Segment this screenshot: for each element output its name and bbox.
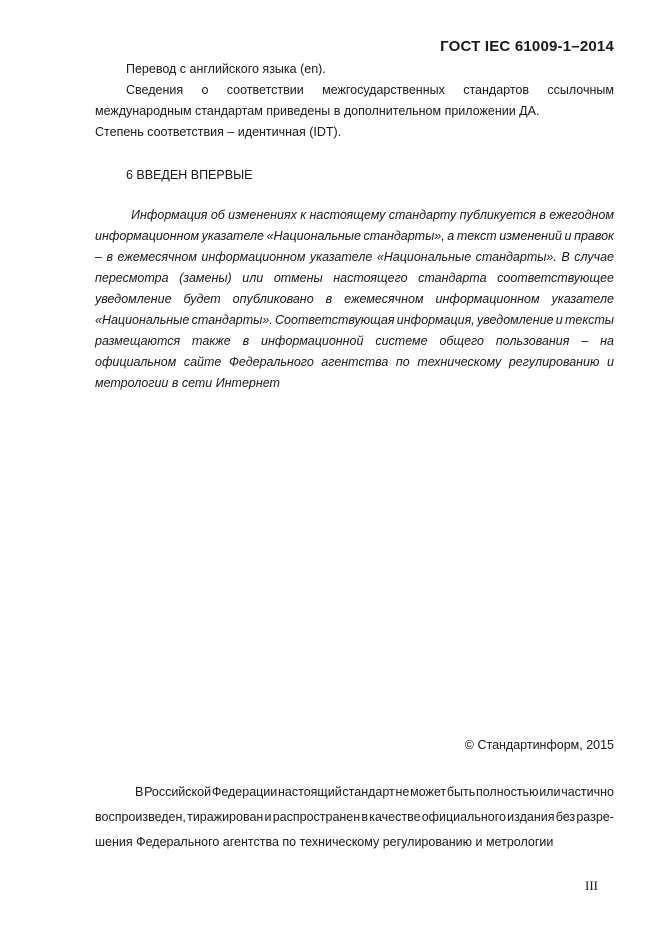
word: пользования (495, 334, 570, 348)
word: отмены (273, 271, 323, 285)
paragraph-line (95, 205, 614, 226)
word: Сведения (126, 83, 184, 97)
word: техническому (417, 355, 502, 369)
word: В (561, 250, 570, 264)
page-number: III (585, 878, 598, 893)
word: опубликовано (232, 292, 314, 306)
word: Федерации (211, 785, 278, 799)
word: может (410, 785, 447, 799)
word: распространен (272, 810, 361, 824)
changes-info-paragraph (95, 205, 614, 394)
word: межгосударственных (322, 83, 445, 97)
word: или (539, 785, 561, 799)
notice-line: шения Федерального агентства по техническому регулированию и метрологии (95, 835, 554, 849)
word: ссылочным (547, 83, 614, 97)
word: стандарта (418, 271, 487, 285)
conformity-info-line-2: международным стандартам приведены в дополнительном приложении ДА. (95, 104, 540, 118)
word: системе (375, 334, 428, 348)
word: будет (183, 292, 221, 306)
word: тексты (564, 313, 614, 327)
word: стандарты». (475, 250, 557, 264)
word: ежемесячном (344, 292, 424, 306)
paragraph-line (95, 289, 614, 310)
word: изменений (499, 229, 562, 243)
word: правок (574, 229, 614, 243)
conformity-info-line-1 (126, 80, 614, 101)
word: быть (446, 785, 476, 799)
word: – (95, 250, 102, 264)
word: информационном (435, 292, 540, 306)
word: частично (561, 785, 614, 799)
word: агентства (321, 355, 389, 369)
word: в (325, 292, 333, 306)
word: соответствии (226, 83, 304, 97)
word: тиражирован (187, 810, 264, 824)
paragraph-line: метрологии в сети Интернет (95, 376, 280, 390)
word: «Национальные (376, 250, 472, 264)
word: к (300, 208, 307, 222)
word: Информация (131, 208, 208, 222)
word: Соответствующая (275, 313, 395, 327)
word: разре- (576, 810, 614, 824)
word: «Национальные (95, 313, 190, 327)
paragraph-line (95, 268, 614, 289)
word: в (242, 334, 250, 348)
word: соответствующее (497, 271, 614, 285)
word: и (564, 229, 572, 243)
word: информационной (261, 334, 364, 348)
word: и (606, 355, 614, 369)
word: а (447, 229, 455, 243)
word: текст (456, 229, 497, 243)
word: пересмотра (95, 271, 169, 285)
word: издания (507, 810, 555, 824)
word: стандарт (342, 785, 395, 799)
word: случае (574, 250, 614, 264)
word: (замены) (179, 271, 232, 285)
word: изменениях (228, 208, 297, 222)
word: на (600, 334, 614, 348)
word: стандартов (463, 83, 530, 97)
word: стандарты». (191, 313, 273, 327)
word: указателе (309, 250, 373, 264)
document-code: ГОСТ IEC 61009-1–2014 (440, 38, 614, 55)
paragraph-line (95, 352, 614, 373)
word: об (210, 208, 225, 222)
paragraph-line (95, 310, 614, 331)
paragraph-line (95, 226, 614, 247)
paragraph-line (95, 247, 614, 268)
copyright-notice: © Стандартинформ, 2015 (464, 738, 614, 752)
word: В (135, 785, 144, 799)
section-6-title: 6 ВВЕДЕН ВПЕРВЫЕ (126, 168, 253, 182)
word: стандарты», (363, 229, 445, 243)
word: стандарту (388, 208, 457, 222)
word: не (395, 785, 410, 799)
word: в (361, 810, 369, 824)
word: сайте (183, 355, 222, 369)
word: информационном (95, 229, 200, 243)
word: ежегодном (549, 208, 614, 222)
word: уведомление (477, 313, 554, 327)
word: публикуется (459, 208, 536, 222)
word: общего (439, 334, 485, 348)
word: воспроизведен, (95, 810, 186, 824)
conformity-degree: Степень соответствия – идентичная (IDT). (95, 125, 342, 139)
word: по (395, 355, 410, 369)
word: в (539, 208, 546, 222)
word: и (264, 810, 272, 824)
word: настоящего (333, 271, 408, 285)
word: в (106, 250, 113, 264)
word: Федерального (228, 355, 314, 369)
reproduction-notice (95, 780, 614, 855)
word: информационном (201, 250, 306, 264)
word: официального (421, 810, 506, 824)
word: уведомление (95, 292, 172, 306)
translation-note: Перевод с английского языка (en). (126, 62, 326, 76)
word: ежемесячном (117, 250, 197, 264)
word: о (201, 83, 209, 97)
word: качестве (369, 810, 421, 824)
notice-line (95, 780, 614, 805)
word: также (192, 334, 231, 348)
word: «Национальные (266, 229, 361, 243)
word: информация, (396, 313, 475, 327)
notice-line (95, 805, 614, 830)
word: регулированию (508, 355, 600, 369)
word: размещаются (95, 334, 181, 348)
word: или (242, 271, 264, 285)
word: Российской (144, 785, 212, 799)
word: и (555, 313, 563, 327)
word: настоящий (278, 785, 342, 799)
word: – (581, 334, 589, 348)
word: указателе (201, 229, 265, 243)
word: официальном (95, 355, 177, 369)
word: настоящему (309, 208, 386, 222)
word: без (555, 810, 576, 824)
paragraph-line (95, 331, 614, 352)
word: полностью (475, 785, 539, 799)
word: указателе (551, 292, 614, 306)
